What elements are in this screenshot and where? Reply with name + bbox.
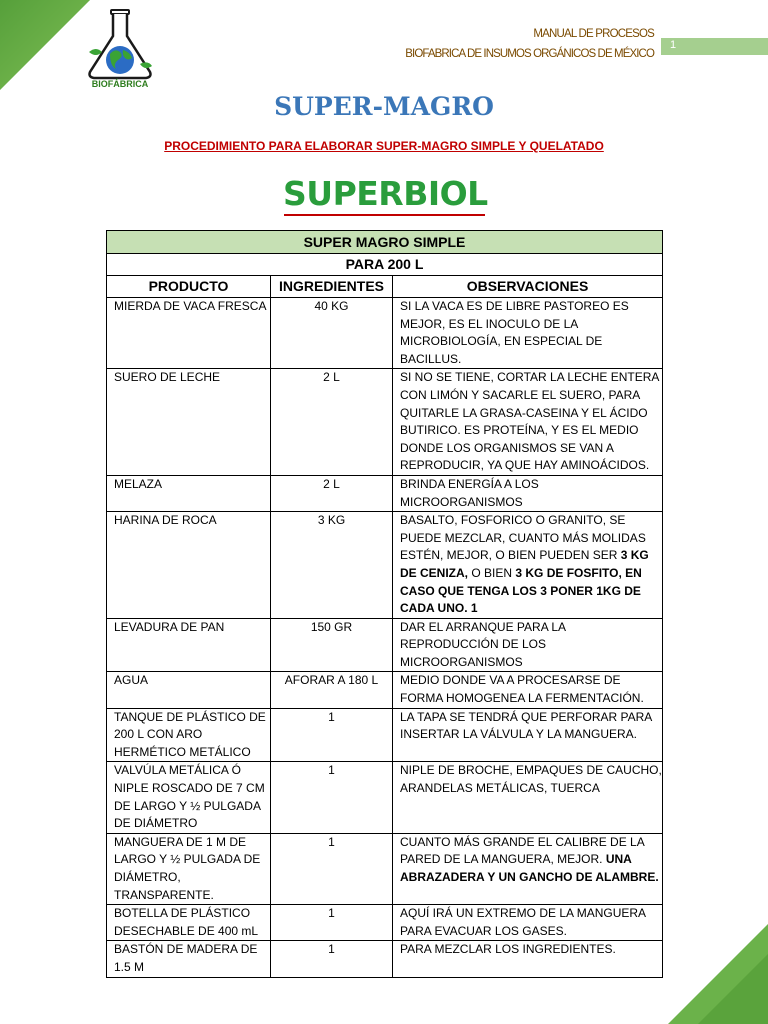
observaciones-cell (393, 833, 663, 904)
table-row (107, 833, 663, 904)
table-row (107, 512, 663, 619)
producto-cell: BASTÓN DE MADERA DE 1.5 M (107, 941, 271, 977)
superbiol-wordmark: SUPERBIOL (283, 174, 488, 213)
manual-title: MANUAL DE PROCESOS (533, 28, 654, 40)
observaciones-cell (393, 762, 663, 833)
observacion-bold-text: 3 KG DE CENIZA, (400, 548, 649, 580)
page-number: 1 (670, 39, 677, 51)
table-body (107, 298, 663, 978)
table-row (107, 298, 663, 369)
ingredientes-cell: 150 GR (271, 618, 393, 672)
observacion-text: SI NO SE TIENE, CORTAR LA LECHE ENTERA CON LIMÓN Y SACARLE EL SUERO, PARA QUITARLE LA GRASA-CASEINA Y EL ÁCIDO BUTIRICO. ES PROTEÍNA, Y ES EL MEDIO DONDE LOS ORGANISMOS SE VAN A REPRODUCIR, YA QUE HAY AMINOÁCIDOS. (400, 370, 659, 473)
producto-cell: TANQUE DE PLÁSTICO DE 200 L CON ARO HERMÉTICO METÁLICO (107, 708, 271, 762)
table-row (107, 941, 663, 977)
corner-triangle-top-left (0, 0, 90, 90)
observacion-bold-text: 3 KG DE FOSFITO, EN CASO QUE TENGA LOS 3 PONER 1KG DE CADA UNO. 1 (400, 565, 642, 616)
table-row (107, 475, 663, 511)
table-row (107, 708, 663, 762)
ingredientes-cell: 2 L (271, 475, 393, 511)
superbiol-underline (284, 214, 485, 216)
observaciones-cell (393, 905, 663, 941)
observacion-text: CUANTO MÁS GRANDE EL CALIBRE DE LA PARED DE LA MANGUERA, MEJOR. (400, 834, 645, 867)
column-header-observaciones: OBSERVACIONES (393, 276, 663, 298)
observacion-text: BASALTO, FOSFORICO O GRANITO, SE PUEDE MEZCLAR, CUANTO MÁS MOLIDAS ESTÉN, MEJOR, O BIEN PUEDEN SER (400, 513, 646, 563)
observaciones-cell (393, 941, 663, 977)
observacion-text: LA TAPA SE TENDRÁ QUE PERFORAR PARA INSERTAR LA VÁLVULA Y LA MANGUERA. (400, 709, 652, 742)
observaciones-cell (393, 475, 663, 511)
organization-name: BIOFABRICA DE INSUMOS ORGÁNICOS DE MÉXICO (405, 48, 654, 60)
table-row (107, 672, 663, 708)
table-subtitle: PARA 200 L (107, 254, 663, 276)
ingredientes-cell: 40 KG (271, 298, 393, 369)
subtitle-text: PROCEDIMIENTO PARA ELABORAR SUPER-MAGRO SIMPLE Y QUELATADO (164, 139, 604, 153)
table-title: SUPER MAGRO SIMPLE (107, 231, 663, 254)
ingredientes-cell: 1 (271, 833, 393, 904)
producto-cell: HARINA DE ROCA (107, 512, 271, 619)
logo-wordmark: BIOFÁBRICA (91, 79, 149, 89)
producto-cell: LEVADURA DE PAN (107, 618, 271, 672)
observacion-text: AQUÍ IRÁ UN EXTREMO DE LA MANGUERA PARA EVACUAR LOS GASES. (400, 906, 646, 938)
ingredientes-cell: 3 KG (271, 512, 393, 619)
table-row (107, 618, 663, 672)
table-row (107, 905, 663, 941)
observacion-text: DAR EL ARRANQUE PARA LA REPRODUCCIÓN DE LOS MICROORGANISMOS (400, 619, 566, 669)
observaciones-cell (393, 618, 663, 672)
observacion-bold-text: UNA ABRAZADERA Y UN GANCHO DE ALAMBRE. (400, 852, 659, 884)
producto-cell: BOTELLA DE PLÁSTICO DESECHABLE DE 400 mL (107, 905, 271, 941)
observaciones-cell (393, 672, 663, 708)
ingredientes-cell: 2 L (271, 369, 393, 476)
observacion-text: NIPLE DE BROCHE, EMPAQUES DE CAUCHO, ARANDELAS METÁLICAS, TUERCA (400, 763, 662, 796)
ingredientes-cell: 1 (271, 762, 393, 833)
ingredientes-cell: AFORAR A 180 L (271, 672, 393, 708)
observacion-text: O BIEN (468, 565, 516, 580)
producto-cell: VALVÚLA METÁLICA Ó NIPLE ROSCADO DE 7 CM DE LARGO Y ½ PULGADA DE DIÁMETRO (107, 762, 271, 833)
ingredients-table (106, 230, 663, 978)
column-header-ingredientes: INGREDIENTES (271, 276, 393, 298)
producto-cell: MANGUERA DE 1 M DE LARGO Y ½ PULGADA DE DIÁMETRO, TRANSPARENTE. (107, 833, 271, 904)
ingredientes-cell: 1 (271, 905, 393, 941)
document-title: SUPER-MAGRO (274, 92, 494, 121)
table-row (107, 762, 663, 833)
producto-cell: MELAZA (107, 475, 271, 511)
observaciones-cell (393, 298, 663, 369)
producto-cell: AGUA (107, 672, 271, 708)
producto-cell: MIERDA DE VACA FRESCA (107, 298, 271, 369)
corner-triangle-bottom-right (668, 924, 768, 1024)
document-subtitle (0, 139, 768, 153)
observacion-text: SI LA VACA ES DE LIBRE PASTOREO ES MEJOR, ES EL INOCULO DE LA MICROBIOLOGÍA, EN ESPECIAL DE BACILLUS. (400, 299, 629, 366)
superbiol-logo (283, 176, 487, 220)
observacion-text: PARA MEZCLAR LOS INGREDIENTES. (400, 942, 616, 957)
table-row (107, 369, 663, 476)
page-number-bar (661, 38, 768, 55)
observaciones-cell (393, 512, 663, 619)
observaciones-cell (393, 369, 663, 476)
ingredientes-cell: 1 (271, 941, 393, 977)
observaciones-cell (393, 708, 663, 762)
producto-cell: SUERO DE LECHE (107, 369, 271, 476)
column-header-producto: PRODUCTO (107, 276, 271, 298)
ingredientes-cell: 1 (271, 708, 393, 762)
observacion-text: BRINDA ENERGÍA A LOS MICROORGANISMOS (400, 476, 539, 509)
observacion-text: MEDIO DONDE VA A PROCESARSE DE FORMA HOMOGENEA LA FERMENTACIÓN. (400, 673, 644, 706)
